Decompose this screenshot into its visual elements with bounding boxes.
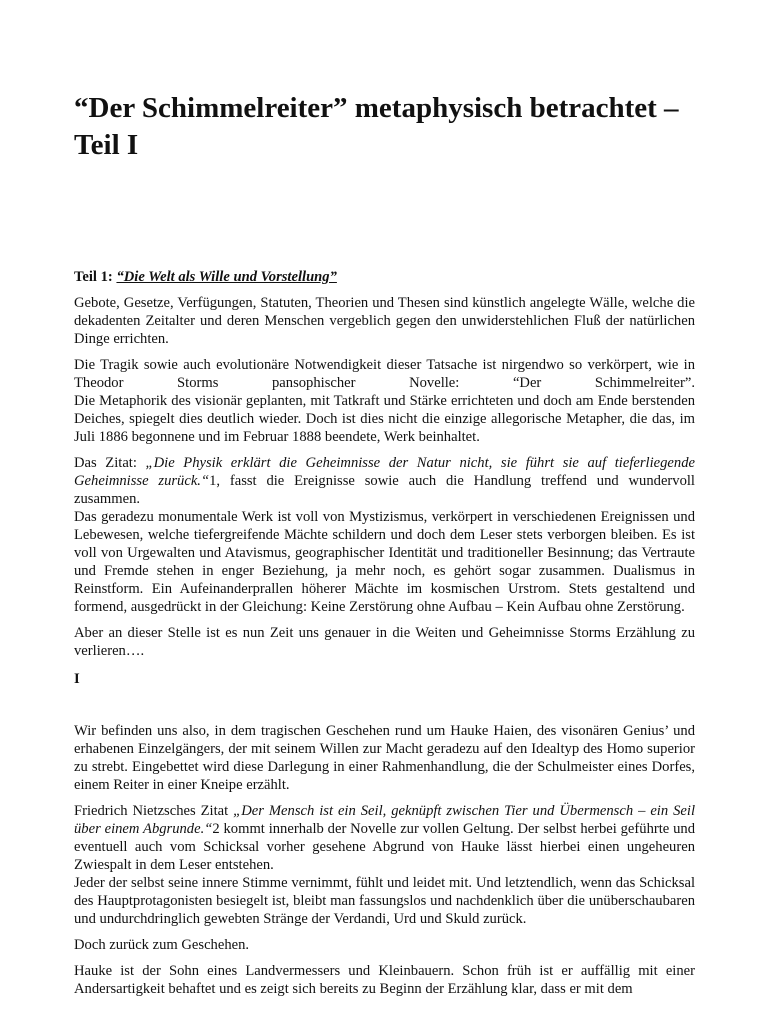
nietzsche-quote: „Der Mensch ist ein Seil, geknüpft zwischen Tier und Übermensch – ein Seil über einem Abgrunde.“ [74,803,695,837]
paragraph-8: Doch zurück zum Geschehen. [74,937,250,953]
chapter-numeral: I [74,671,80,687]
paragraph-6: Wir befinden uns also, in dem tragischen Geschehen rund um Hauke Haien, des visonären Genius’ und erhabenen Einzelgängers, der mit seinem Willen zur Macht geradezu auf den Idealtyp des Homo superior zu strebt. Eingebettet wird diese Darlegung in einer Rahmenhandlung, die der Schulmeister eines Dorfes, einem Reiter in einer Kneipe erzählt. [74,723,695,793]
paragraph-7b: Jeder der selbst seine innere Stimme vernimmt, fühlt und leidet mit. Und letztendlich, wenn das Schicksal des Hauptprotagonisten besiegelt ist, bleibt man fassungslos und nachdenklich über die unüberschaubaren und undurchdringlich gewebten Stränge der Verdandi, Urd und Skuld zurück. [74,875,695,927]
paragraph-1: Gebote, Gesetze, Verfügungen, Statuten, Theorien und Thesen sind künstlich angelegte Wälle, welche die dekadenten Zeitalter und deren Menschen vergeblich gegen den unwiderstehlichen Fluß der natürlichen Dinge errichten. [74,295,695,347]
paragraph-3 [74,454,695,508]
paragraph-9: Hauke ist der Sohn eines Landvermessers und Kleinbauern. Schon früh ist er auffällig mit einer Andersartigkeit behaftet und es zeigt sich bereits zu Beginn der Erzählung klar, dass er mit dem [74,963,695,997]
document-body [74,268,695,1006]
paragraph-4: Das geradezu monumentale Werk ist voll von Mystizismus, verkörpert in verschiedenen Ereignissen und Lebewesen, welche tiefergreifende Mächte schildern und doch dem Leser stets verborgen bleiben. Es ist voll von Urgewalten und Atavismus, geographischer Identität und traditioneller Besinnung; das Vertraute und Fremde stehen in enger Beziehung, ja mehr noch, es gehört sogar zusammen. Dualismus in Reinstform. Ein Aufeinanderprallen höherer Mächte im kosmischen Urstrom. Stets gestaltend und formend, ausgedrückt in der Gleichung: Keine Zerstörung ohne Aufbau – Kein Aufbau ohne Zerstörung. [74,509,695,615]
section-subtitle: “Die Welt als Wille und Vorstellung” [116,269,337,285]
section-label: Teil 1: [74,269,113,285]
paragraph-3-intro: Das Zitat: [74,455,146,471]
paragraph-7-intro: Friedrich Nietzsches Zitat [74,803,234,819]
paragraph-5: Aber an dieser Stelle ist es nun Zeit uns genauer in die Weiten und Geheimnisse Storms Erzählung zu verlieren…. [74,625,695,659]
paragraph-2a: Die Tragik sowie auch evolutionäre Notwendigkeit dieser Tatsache ist nirgendwo so verkörpert, wie in Theodor Storms pansophischer Novelle: “Der Schimmelreiter”. [74,357,695,391]
paragraph-7 [74,802,695,874]
physics-quote: „Die Physik erklärt die Geheimnisse der Natur nicht, sie führt sie auf tieferliegende Geheimnisse zurück.“ [74,455,695,489]
section-heading [74,268,695,286]
paragraph-2b: Die Metaphorik des visionär geplanten, mit Tatkraft und Stärke errichteten und doch am Ende berstenden Deiches, spiegelt dies deutlich wieder. Doch ist dies nicht die einzige allegorische Metapher, die das, im Juli 1886 begonnene und im Februar 1888 beendete, Werk beinhaltet. [74,393,695,445]
paragraph-3-rest: 1, fasst die Ereignisse sowie auch die Handlung treffend und wundervoll zusammen. [74,473,695,507]
paragraph-7-rest: 2 kommt innerhalb der Novelle zur vollen Geltung. Der selbst herbei geführte und eventuell auch vom Schicksal vorher gesehene Abgrund von Hauke lässt hierbei einen ungeheuren Zwiespalt in dem Leser entstehen. [74,821,695,873]
document-title: “Der Schimmelreiter” metaphysisch betrachtet – Teil I [74,92,679,161]
